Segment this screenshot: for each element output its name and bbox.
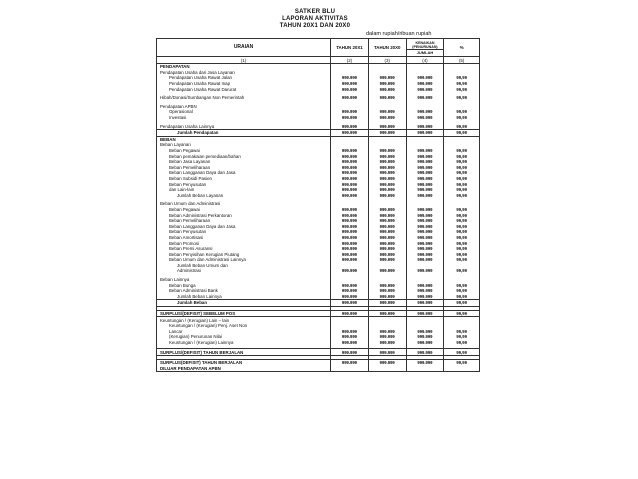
group-label: Keuntungan / (Kerugian) Lain – lain [157, 317, 331, 323]
cell-value: 999.999 [331, 123, 369, 129]
cell-value: 999.999 [406, 310, 444, 317]
col-header-tahun-20x1: TAHUN 20X1 [331, 39, 369, 57]
row-label: Keuntungan / (Kerugian) Lainnya [157, 340, 331, 346]
cell-value: 999.999 [368, 334, 406, 340]
cell-value: 999.999 [368, 359, 406, 365]
row-label: Pendapatan Usaha Rawat Darurat [157, 86, 331, 92]
cell-value: 999.999 [331, 129, 369, 136]
row-label: Beban Promosi [157, 240, 331, 246]
cell-value: 999.999 [331, 340, 369, 346]
cell-value: 999.999 [406, 212, 444, 218]
cell-pct: 99,99 [444, 340, 480, 346]
cell-value: 999.999 [368, 159, 406, 165]
row-label: Beban Umum dan Administrasi Lainnya [157, 257, 331, 263]
row-label: Beban Administrasi Bank [157, 288, 331, 294]
cell-pct: 99,99 [444, 229, 480, 235]
cell-value: 999.999 [368, 235, 406, 241]
cell-value: 999.999 [406, 115, 444, 121]
activity-report-table [156, 38, 480, 372]
cell-value: 999.999 [368, 95, 406, 101]
cell-value: 999.999 [368, 170, 406, 176]
cell-value: 999.999 [331, 165, 369, 171]
cell-value: 999.999 [406, 282, 444, 288]
row-label: Beban Langganan Daya dan Jasa [157, 170, 331, 176]
cell-pct: 99,99 [444, 240, 480, 246]
cell-value: 999.999 [406, 251, 444, 257]
cell-value: 999.999 [406, 192, 444, 198]
row-label: Beban Pegawai [157, 148, 331, 154]
row-label: Beban Penyusutan [157, 181, 331, 187]
cell-pct: 99,99 [444, 282, 480, 288]
cell-value: 999.999 [331, 251, 369, 257]
cell-pct: 99,99 [444, 176, 480, 182]
cell-value: 999.999 [331, 153, 369, 159]
cell-value: 999.999 [406, 359, 444, 365]
group-label: Pendapatan APBN [157, 104, 331, 110]
cell-pct: 99,99 [444, 192, 480, 198]
cell-pct: 99,99 [444, 207, 480, 213]
table-row-total [157, 310, 480, 317]
row-label: Beban Pemeliharaan [157, 218, 331, 224]
cell-value: 999.999 [368, 229, 406, 235]
row-label: Beban Administrasi Perkantoran [157, 212, 331, 218]
col-number-4: (4) [406, 57, 444, 64]
col-number-2: (2) [331, 57, 369, 64]
cell-pct: 99,99 [444, 300, 480, 307]
group-label: Beban Umum dan Administrasi [157, 201, 331, 207]
cell-value: 999.999 [368, 123, 406, 129]
cell-value: 999.999 [406, 288, 444, 294]
cell-value: 999.999 [331, 75, 369, 81]
cell-value: 999.999 [331, 187, 369, 193]
cell-value: 999.999 [331, 95, 369, 101]
cell-pct: 99,99 [444, 75, 480, 81]
cell-value: 999.999 [331, 257, 369, 263]
cell-value: 999.999 [331, 176, 369, 182]
cell-value: 999.999 [331, 268, 369, 274]
cell-value: 999.999 [331, 359, 369, 365]
cell-value: 999.999 [368, 129, 406, 136]
cell-value: 999.999 [406, 240, 444, 246]
cell-value: 999.999 [331, 212, 369, 218]
cell-pct: 99,99 [444, 187, 480, 193]
cell-value: 999.999 [331, 207, 369, 213]
cell-pct: 99,99 [444, 165, 480, 171]
cell-pct: 99,99 [444, 86, 480, 92]
cell-value: 999.999 [406, 181, 444, 187]
cell-value: 999.999 [331, 223, 369, 229]
cell-value: 999.999 [331, 334, 369, 340]
cell-pct: 99,99 [444, 329, 480, 335]
row-label: Beban Amortisasi [157, 235, 331, 241]
row-label: Beban Penyusutan [157, 229, 331, 235]
row-label: (Kerugian) Penurunan Nilai [157, 334, 331, 340]
cell-pct: 99,99 [444, 123, 480, 129]
col-header-jumlah-label: JUMLAH [407, 49, 444, 55]
cell-value: 999.999 [331, 170, 369, 176]
col-number-3: (3) [368, 57, 406, 64]
cell-pct: 99,99 [444, 223, 480, 229]
cell-pct: 99,99 [444, 153, 480, 159]
cell-value: 999.999 [406, 349, 444, 356]
cell-value: 999.999 [406, 86, 444, 92]
cell-value: 999.999 [331, 181, 369, 187]
cell-value: 999.999 [368, 310, 406, 317]
cell-value: 999.999 [368, 207, 406, 213]
cell-value: 999.999 [406, 235, 444, 241]
cell-value: 999.999 [368, 349, 406, 356]
cell-value: 999.999 [331, 115, 369, 121]
unit-note: dalam rupiah/ribuan rupiah [366, 31, 432, 37]
cell-value: 999.999 [368, 86, 406, 92]
cell-value: 999.999 [368, 115, 406, 121]
cell-value: 999.999 [368, 165, 406, 171]
col-header-uraian: URAIAN [157, 39, 331, 57]
cell-value: 999.999 [331, 81, 369, 87]
cell-value: 999.999 [406, 148, 444, 154]
cell-value: 999.999 [331, 109, 369, 115]
cell-pct: 99,99 [444, 218, 480, 224]
cell-pct: 99,99 [444, 246, 480, 252]
cell-value: 999.999 [368, 288, 406, 294]
report-period: TAHUN 20X1 DAN 20X0 [279, 23, 351, 29]
cell-pct: 99,99 [444, 257, 480, 263]
cell-value: 999.999 [331, 300, 369, 307]
cell-value: 999.999 [406, 229, 444, 235]
cell-value: 999.999 [368, 268, 406, 274]
cell-pct: 99,99 [444, 129, 480, 136]
row-label: SURPLUS/(DEFISIT) SEBELUM POS [157, 310, 331, 317]
cell-value: 999.999 [331, 246, 369, 252]
row-label: Beban Bunga [157, 282, 331, 288]
group-label: Beban Lainnya [157, 277, 331, 283]
cell-value: 999.999 [368, 109, 406, 115]
row-label: Administrasi [157, 268, 331, 274]
cell-value: 999.999 [368, 218, 406, 224]
cell-value: 999.999 [406, 340, 444, 346]
cell-value: 999.999 [368, 329, 406, 335]
cell-value: 999.999 [331, 229, 369, 235]
cell-value: 999.999 [331, 294, 369, 300]
cell-pct: 99,99 [444, 251, 480, 257]
report-title: LAPORAN AKTIVITAS [282, 16, 348, 22]
cell-value: 999.999 [368, 246, 406, 252]
cell-value: 999.999 [331, 240, 369, 246]
col-header-kenaikan-label: KENAIKAN (PENURUNAN) [412, 40, 438, 49]
cell-value: 999.999 [331, 329, 369, 335]
row-label: Beban Langganan Daya dan Jasa [157, 223, 331, 229]
cell-value: 999.999 [406, 207, 444, 213]
cell-value: 999.999 [368, 257, 406, 263]
cell-value: 999.999 [368, 294, 406, 300]
cell-value: 999.999 [406, 246, 444, 252]
cell-pct: 99,99 [444, 235, 480, 241]
cell-pct: 99,99 [444, 268, 480, 274]
cell-value: 999.999 [406, 165, 444, 171]
col-number-5: (5) [444, 57, 480, 64]
cell-value: 999.999 [368, 148, 406, 154]
row-label: Beban Penyisihan Kerugian Piutang [157, 251, 331, 257]
cell-value: 999.999 [368, 300, 406, 307]
cell-value: 999.999 [368, 153, 406, 159]
section-label: BEBAN [157, 136, 331, 142]
cell-pct: 99,99 [444, 148, 480, 154]
cell-value: 999.999 [406, 129, 444, 136]
cell-value: 999.999 [368, 81, 406, 87]
report-entity: SATKER BLU [294, 9, 336, 15]
cell-value: 999.999 [406, 170, 444, 176]
row-label: Keuntungan / (Kerugian) Penj. Aset Non [157, 323, 331, 329]
row-label: Operasional [157, 109, 331, 115]
row-label: Hibah/Donasi/Sumbangan Non Pemerintah [157, 95, 331, 101]
cell-pct: 99,99 [444, 359, 480, 365]
cell-value: 999.999 [368, 340, 406, 346]
row-label: Investasi [157, 115, 331, 121]
cell-value: 999.999 [406, 218, 444, 224]
cell-value: 999.999 [331, 282, 369, 288]
table-row-total [157, 366, 480, 372]
cell-pct: 99,99 [444, 310, 480, 317]
cell-value: 999.999 [368, 223, 406, 229]
group-label: Pendapatan Usaha dari Jasa Layanan [157, 70, 331, 76]
row-label: Pendapatan Usaha Lainnya [157, 123, 331, 129]
col-header-pct: % [444, 39, 480, 57]
row-label: Jumlah Beban Umum dan [157, 263, 331, 269]
cell-value: 999.999 [331, 148, 369, 154]
cell-value: 999.999 [368, 251, 406, 257]
cell-pct: 99,99 [444, 349, 480, 356]
cell-value: 999.999 [406, 176, 444, 182]
cell-value: 999.999 [368, 240, 406, 246]
cell-pct: 99,99 [444, 81, 480, 87]
cell-value: 999.999 [331, 86, 369, 92]
row-label: Jumlah Beban [157, 300, 331, 307]
cell-value: 999.999 [406, 153, 444, 159]
col-header-kenaikan [406, 39, 444, 57]
cell-pct: 99,99 [444, 181, 480, 187]
group-label: Beban Layanan [157, 142, 331, 148]
column-number-row [157, 57, 480, 64]
cell-value: 999.999 [368, 192, 406, 198]
cell-value: 999.999 [331, 159, 369, 165]
cell-value: 999.999 [368, 176, 406, 182]
row-label: Jumlah Pendapatan [157, 129, 331, 136]
cell-value: 999.999 [331, 218, 369, 224]
cell-value: 999.999 [406, 257, 444, 263]
col-header-tahun-20x0: TAHUN 20X0 [368, 39, 406, 57]
cell-pct: 99,99 [444, 115, 480, 121]
cell-pct: 99,99 [444, 95, 480, 101]
cell-value: 999.999 [406, 123, 444, 129]
cell-value: 999.999 [368, 187, 406, 193]
row-label: Lancar [157, 329, 331, 335]
row-label: DILUAR PENDAPATAN APBN [157, 366, 331, 372]
table-row-total [157, 349, 480, 356]
cell-pct: 99,99 [444, 334, 480, 340]
cell-pct: 99,99 [444, 170, 480, 176]
row-label: Pendapatan Usaha Rawat Inap [157, 81, 331, 87]
row-label: Beban Jasa Layanan [157, 159, 331, 165]
cell-value: 999.999 [368, 282, 406, 288]
cell-value: 999.999 [406, 334, 444, 340]
table-row-total [157, 300, 480, 307]
cell-value: 999.999 [368, 75, 406, 81]
row-label: Beban Pemeliharaan [157, 165, 331, 171]
cell-value: 999.999 [406, 109, 444, 115]
cell-value: 999.999 [331, 310, 369, 317]
cell-value: 999.999 [406, 75, 444, 81]
cell-pct: 99,99 [444, 159, 480, 165]
row-label: SURPLUS(DEFISIT) TAHUN BERJALAN [157, 359, 331, 365]
row-label: Pendapatan Usaha Rawat Jalan [157, 75, 331, 81]
cell-value: 999.999 [406, 223, 444, 229]
cell-pct: 99,99 [444, 294, 480, 300]
cell-value: 999.999 [406, 95, 444, 101]
row-label: Beban Premi Asuransi [157, 246, 331, 252]
cell-value: 999.999 [331, 349, 369, 356]
cell-value: 999.999 [406, 187, 444, 193]
row-label: SURPLUS/(DEFISIT) TAHUN BERJALAN [157, 349, 331, 356]
cell-value: 999.999 [368, 181, 406, 187]
col-number-1: (1) [157, 57, 331, 64]
cell-value: 999.999 [331, 288, 369, 294]
cell-value: 999.999 [406, 268, 444, 274]
table-row-total [157, 129, 480, 136]
row-label: Beban pemakaian persediaan/bahan [157, 153, 331, 159]
cell-pct: 99,99 [444, 212, 480, 218]
cell-pct: 99,99 [444, 109, 480, 115]
cell-value: 999.999 [406, 294, 444, 300]
cell-value: 999.999 [368, 212, 406, 218]
section-label: PENDAPATAN [157, 64, 331, 70]
row-label: Jumlah Beban Layanan [157, 192, 331, 198]
cell-value: 999.999 [406, 300, 444, 307]
cell-pct: 99,99 [444, 288, 480, 294]
cell-value: 999.999 [406, 159, 444, 165]
cell-value: 999.999 [406, 81, 444, 87]
cell-value: 999.999 [331, 192, 369, 198]
row-label: Beban Subsidi Pasien [157, 176, 331, 182]
row-label: dan Lain-lain [157, 187, 331, 193]
row-label: Jumlah Beban Lainnya [157, 294, 331, 300]
table-header-row [157, 39, 480, 57]
cell-value: 999.999 [331, 235, 369, 241]
cell-value: 999.999 [406, 329, 444, 335]
row-label: Beban Pegawai [157, 207, 331, 213]
